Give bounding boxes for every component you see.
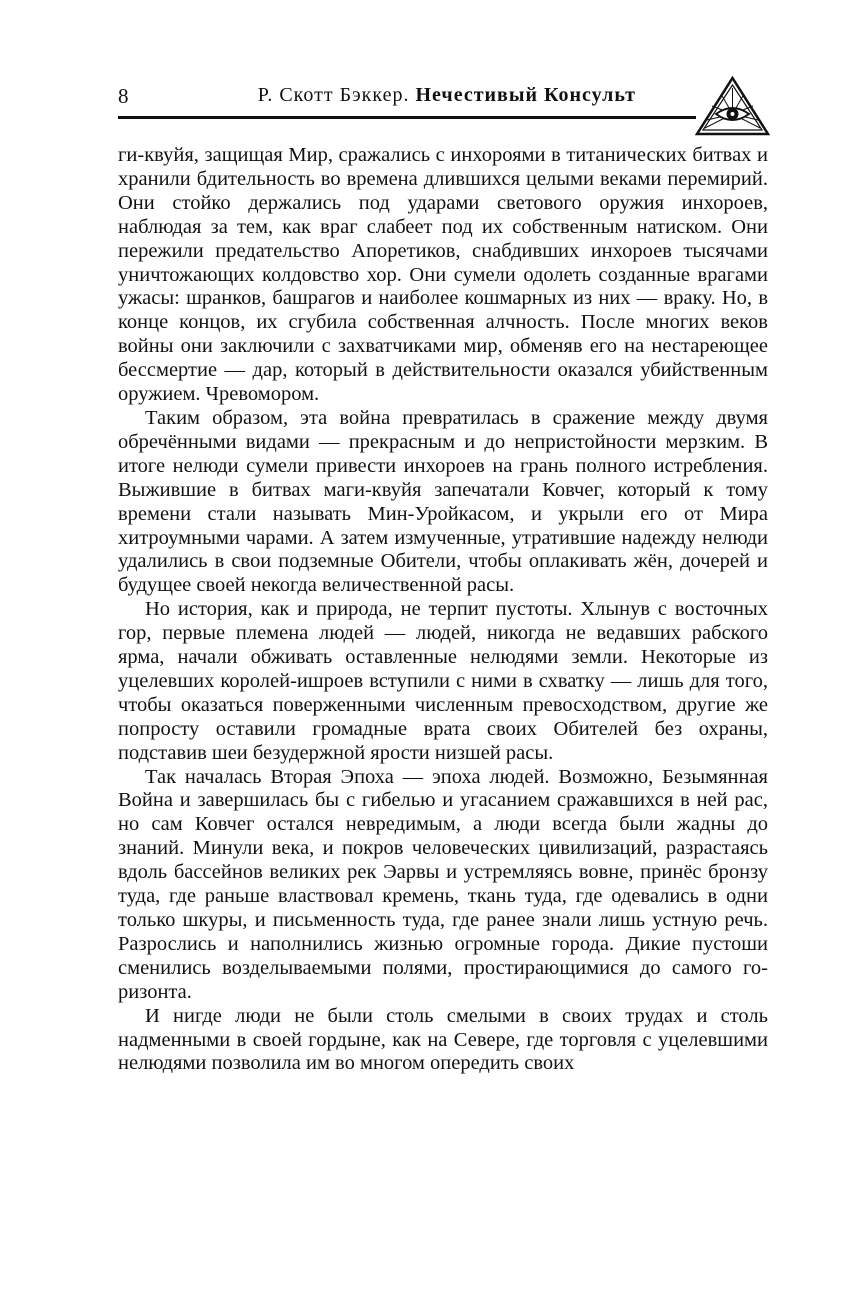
paragraph-2: Таким образом, эта война превратилась в сражение между двумя обречёнными видами — прекрасным и до непристойности мерзким. В итоге нелюди сумели привести инхороев на грань полного истребления. Выжившие в битвах маги-квуйя запечатали Ковчег, который к тому времени стали называть Мин-Уройкасом, и укрыли его от Мира хитроумными чарами. А затем измученные, утратившие надежду нелюди удалились в свои подземные Обители, чтобы оплакивать жён, дочерей и будущее своей некогда величественной расы. [118,406,768,597]
paragraph-4: Так началась Вторая Эпоха — эпоха людей. Возможно, Безымянная Война и завершилась бы с гибелью и угасанием сражавшихся в ней рас, но сам Ковчег остался невредимым, а люди всегда были жадны до знаний. Минули века, и покров человеческих цивилизаций, разрастаясь вдоль бассейнов великих рек Эарвы и устремляясь вовне, принёс бронзу туда, где раньше властвовал кремень, ткань туда, где одевались в одни только шкуры, и письменность туда, где ранее знали лишь устную речь. Разрослись и наполнились жизнью огромные города. Дикие пустоши сменились возделываемыми полями, простирающимися до самого горизонта. [118,765,768,1003]
paragraph-3: Но история, как и природа, не терпит пустоты. Хлынув с восточных гор, первые племена людей — людей, никогда не ведавших рабского ярма, начали обживать оставленные нелюдями земли. Некоторые из уцелевших королей-ишроев вступили с ними в схватку — лишь для того, чтобы оказаться поверженными численным превосходством, другие же попросту оставили громадные врата своих Обителей без охраны, подставив шеи безудержной ярости низшей расы. [118,598,768,764]
book-title: Нечестивый Консульт [415,84,636,106]
running-head [258,84,636,107]
running-header [118,76,778,138]
author-name: Р. Скотт Бэккер. [257,84,410,106]
paragraph-1: ги-квуйя, защищая Мир, сражались с инхороями в титанических битвах и хранили бдительность во времена длившихся целыми веками перемирий. Они стойко держались под ударами светового оружия инхороев, наблюдая за тем, как враг слабеет под их собственным натиском. Они пережили предательство Апоретиков, снабдивших инхороев тысячами уничтожающих колдовство хор. Они сумели одолеть созданные врагами ужасы: шранков, башрагов и наиболее кошмарных из них — враку. Но, в конце концов, их сгубила собственная алчность. После многих веков войны они заключили с захватчиками мир, обменяв его на нестареющее бессмертие — дар, который в действительности оказался убийственным оружием. Чревомором. [118,144,768,406]
paragraph-5: И нигде люди не были столь смелыми в своих трудах и столь надменными в своей гордыне, как на Севере, где торговля с уцелевшими нелюдями позволила им во многом опередить своих [118,1004,768,1075]
header-rule [118,116,696,119]
eye-in-pyramid-icon [695,76,770,136]
body-text [118,144,768,1076]
page-number: 8 [118,84,129,108]
